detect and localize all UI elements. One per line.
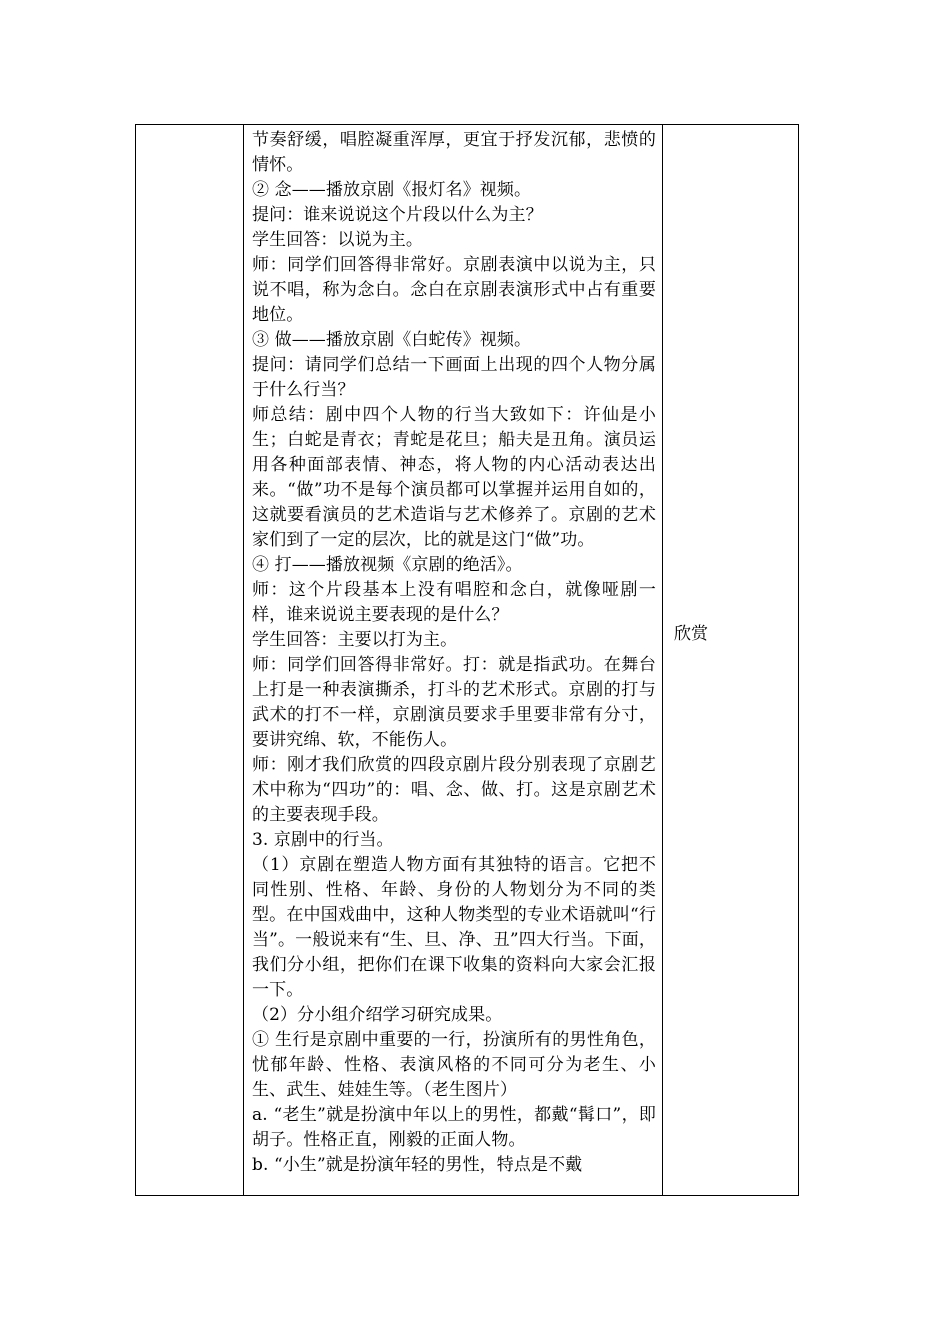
paragraph-16: （2）分小组介绍学习研究成果。 bbox=[252, 1005, 503, 1025]
paragraph-7: 提问：请同学们总结一下画面上出现的四个人物分属于什么行当？ bbox=[252, 355, 656, 400]
paragraph-9: ④ 打——播放视频《京剧的绝活》。 bbox=[252, 555, 523, 575]
paragraph-15: （1）京剧在塑造人物方面有其独特的语言。它把不同性别、性格、年龄、身份的人物划分为不同的类型。在中国戏曲中，这种人物类型的专业术语就叫“行当”。一般说来有“生、旦、净、丑”四大行当。下面，我们分小组，把你们在课下收集的资料向大家会汇报一下。 bbox=[252, 855, 656, 1000]
paragraph-18: a. “老生”就是扮演中年以上的男性，都戴“髯口”，即胡子。性格正直，刚毅的正面人物。 bbox=[252, 1105, 656, 1150]
paragraph-8: 师总结：剧中四个人物的行当大致如下：许仙是小生；白蛇是青衣；青蛇是花旦；船夫是丑角。演员运用各种面部表情、神态，将人物的内心活动表达出来。“做”功不是每个演员都可以掌握并运用自如的，这就要看演员的艺术造诣与艺术修养了。京剧的艺术家们到了一定的层次，比的就是这门“做”功。 bbox=[252, 405, 656, 550]
paragraph-2: ② 念——播放京剧《报灯名》视频。 bbox=[252, 180, 532, 200]
paragraph-11: 学生回答：主要以打为主。 bbox=[252, 630, 458, 650]
paragraph-4: 学生回答：以说为主。 bbox=[252, 230, 423, 250]
paragraph-3: 提问：谁来说说这个片段以什么为主？ bbox=[252, 205, 543, 225]
lesson-plan-table bbox=[135, 124, 799, 1196]
paragraph-19: b. “小生”就是扮演年轻的男性，特点是不戴 bbox=[252, 1155, 583, 1175]
paragraph-14: 3. 京剧中的行当。 bbox=[252, 830, 394, 850]
teaching-process-cell bbox=[252, 128, 656, 1178]
paragraph-13: 师：刚才我们欣赏的四段京剧片段分别表现了京剧艺术中称为“四功”的：唱、念、做、打。这是京剧艺术的主要表现手段。 bbox=[252, 755, 656, 825]
method-label: 欣赏 bbox=[674, 624, 708, 644]
paragraph-12: 师：同学们回答得非常好。打：就是指武功。在舞台上打是一种表演撕杀，打斗的艺术形式。京剧的打与武术的打不一样，京剧演员要求手里要非常有分寸，要讲究绵、软，不能伤人。 bbox=[252, 655, 656, 750]
paragraph-5: 师：同学们回答得非常好。京剧表演中以说为主，只说不唱，称为念白。念白在京剧表演形式中占有重要地位。 bbox=[252, 255, 656, 325]
paragraph-6: ③ 做——播放京剧《白蛇传》视频。 bbox=[252, 330, 532, 350]
paragraph-17: ① 生行是京剧中重要的一行，扮演所有的男性角色，忧郁年龄、性格、表演风格的不同可分为老生、小生、武生、娃娃生等。（老生图片） bbox=[252, 1030, 656, 1100]
table-column-divider-left bbox=[243, 125, 244, 1195]
table-column-divider-right bbox=[662, 125, 663, 1195]
paragraph-1: 节奏舒缓，唱腔凝重浑厚，更宜于抒发沉郁，悲愤的情怀。 bbox=[252, 130, 656, 175]
paragraph-10: 师：这个片段基本上没有唱腔和念白，就像哑剧一样，谁来说说主要表现的是什么？ bbox=[252, 580, 656, 625]
